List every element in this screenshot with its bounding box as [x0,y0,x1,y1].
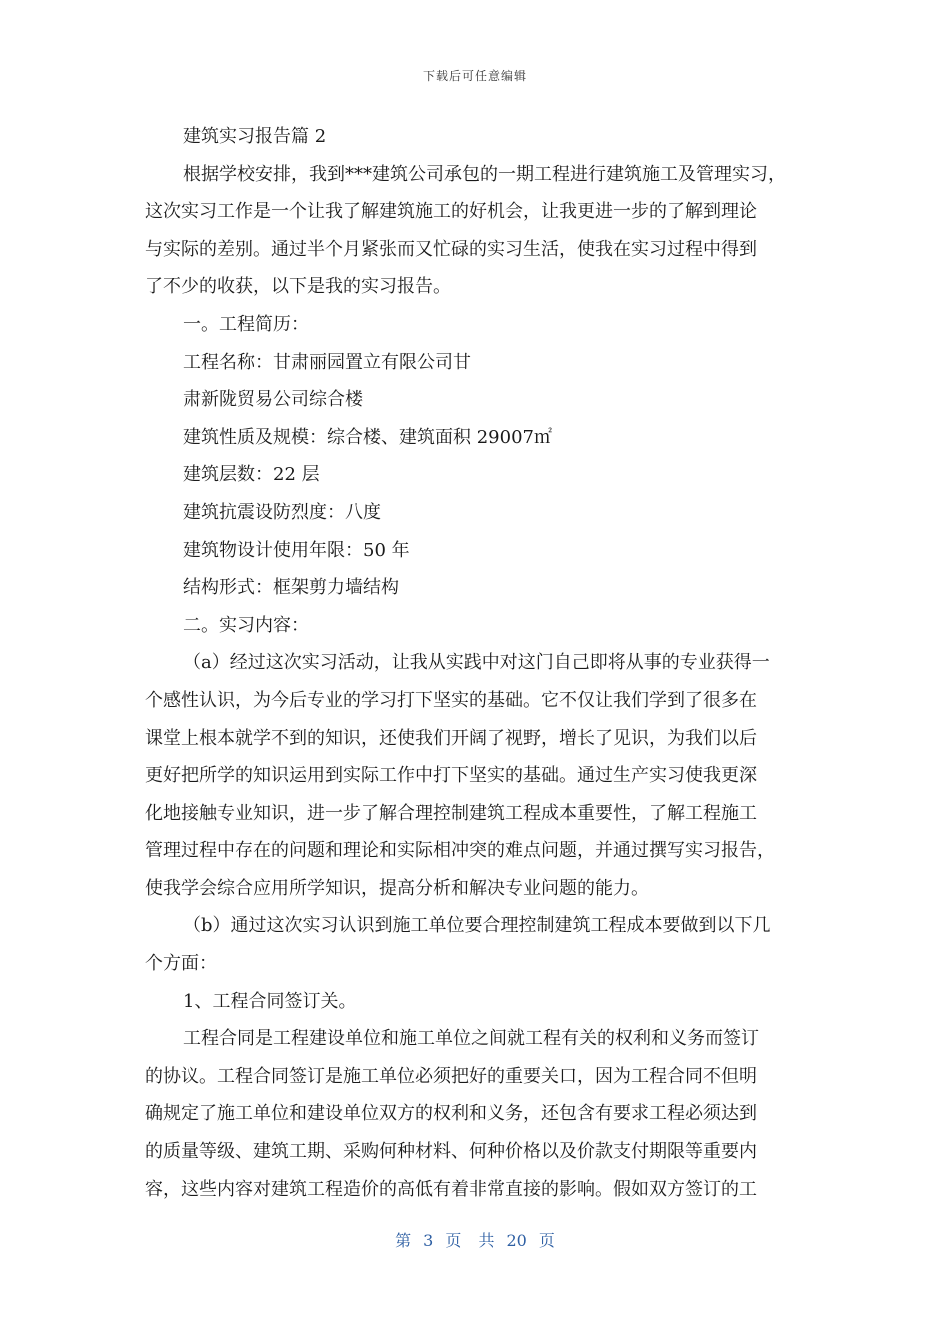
text-line: （b）通过这次实习认识到施工单位要合理控制建筑工程成本要做到以下几 [183,915,771,937]
page-label-prefix: 第 [395,1231,412,1250]
page-label-suffix: 页 [538,1231,555,1250]
text-line: 化地接触专业知识，进一步了解合理控制建筑工程成本重要性，了解工程施工 [145,802,757,824]
text-line: 建筑层数：22 层 [183,464,320,486]
text-line: 工程合同是工程建设单位和施工单位之间就工程有关的权利和义务而签订 [183,1028,759,1050]
text-line: 更好把所学的知识运用到实际工作中打下坚实的基础。通过生产实习使我更深 [145,765,757,787]
document-body [145,118,817,1208]
page-footer [0,1228,950,1251]
text-line: 一。工程简历： [183,313,309,335]
text-line: 建筑抗震设防烈度：八度 [183,501,381,523]
total-pages: 20 [506,1231,527,1250]
page-number: 3 [423,1231,434,1250]
text-line: 管理过程中存在的问题和理论和实际相冲突的难点问题，并通过撰写实习报告， [145,840,775,862]
text-line: 确规定了施工单位和建设单位双方的权利和义务，还包含有要求工程必须达到 [145,1103,757,1125]
text-line: 肃新陇贸易公司综合楼 [183,389,363,411]
text-line: 与实际的差别。通过半个月紧张而又忙碌的实习生活，使我在实习过程中得到 [145,238,757,260]
text-line: 个方面： [145,953,217,975]
text-line: 根据学校安排，我到***建筑公司承包的一期工程进行建筑施工及管理实习， [183,163,786,185]
text-line: 课堂上根本就学不到的知识，还使我们开阔了视野，增长了见识，为我们以后 [145,727,757,749]
text-line: 1、工程合同签订关。 [183,990,357,1012]
text-line: 结构形式：框架剪力墙结构 [183,577,399,599]
text-line: 容，这些内容对建筑工程造价的高低有着非常直接的影响。假如双方签订的工 [145,1178,757,1200]
text-line: 建筑实习报告篇 2 [183,126,327,147]
text-line: 个感性认识，为今后专业的学习打下坚实的基础。它不仅让我们学到了很多在 [145,689,757,711]
page-label-mid: 页 共 [445,1231,495,1250]
text-line: 的协议。工程合同签订是施工单位必须把好的重要关口，因为工程合同不但明 [145,1065,757,1087]
text-line: 建筑物设计使用年限：50 年 [183,539,410,561]
text-line: 使我学会综合应用所学知识，提高分析和解决专业问题的能力。 [145,877,649,899]
text-line: 建筑性质及规模：综合楼、建筑面积 29007㎡ [183,426,552,448]
text-line: 的质量等级、建筑工期、采购何种材料、何种价格以及价款支付期限等重要内 [145,1141,757,1163]
text-line: 了不少的收获，以下是我的实习报告。 [145,276,451,298]
text-line: （a）经过这次实习活动，让我从实践中对这门自己即将从事的专业获得一 [183,652,770,674]
text-line: 二。实习内容： [183,614,309,636]
text-line: 这次实习工作是一个让我了解建筑施工的好机会，让我更进一步的了解到理论 [145,201,757,223]
text-line: 工程名称：甘肃丽园置立有限公司甘 [183,351,471,373]
page-header-note: 下载后可任意编辑 [422,69,527,83]
